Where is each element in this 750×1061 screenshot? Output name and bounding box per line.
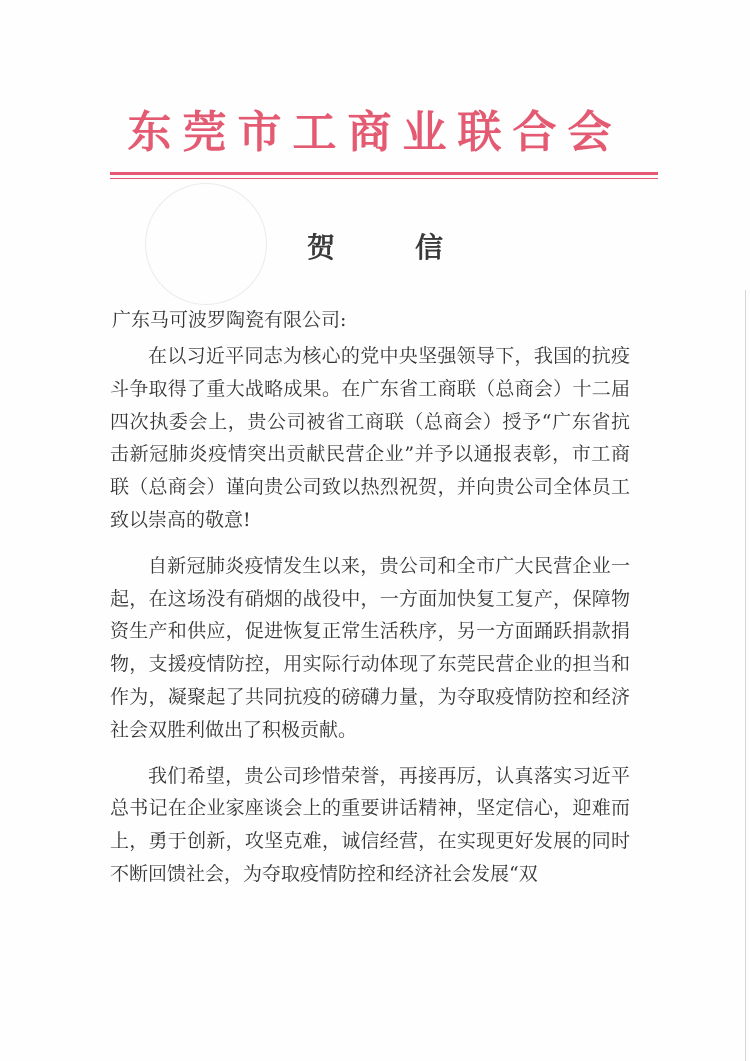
letter-body xyxy=(110,340,630,891)
paragraph-2: 自新冠肺炎疫情发生以来，贵公司和全市广大民营企业一起，在这场没有硝烟的战役中，一方面加快复工复产，保障物资生产和供应，促进恢复正常生活秩序，另一方面踊跃捐款捐物，支援疫情防控，用实际行动体现了东莞民营企业的担当和作为，凝聚起了共同抗疫的磅礴力量，为夺取疫情防控和经济社会双胜利做出了积极贡献。 xyxy=(110,554,630,741)
letterhead-rule-thin xyxy=(110,178,658,179)
salutation: 广东马可波罗陶瓷有限公司: xyxy=(112,309,347,331)
paragraph-3: 我们希望，贵公司珍惜荣誉，再接再厉，认真落实习近平总书记在企业家座谈会上的重要讲话精神，坚定信心，迎难而上，勇于创新，攻坚克难，诚信经营，在实现更好发展的同时不断回馈社会，为夺取疫情防控和经济社会发展“双 xyxy=(110,764,630,885)
title-char-2: 信 xyxy=(415,231,444,264)
document-title xyxy=(0,226,750,266)
scan-edge-line xyxy=(745,290,746,1061)
paragraph-1: 在以习近平同志为核心的党中央坚强领导下，我国的抗疫斗争取得了重大战略成果。在广东省工商联（总商会）十二届四次执委会上，贵公司被省工商联（总商会）授予“广东省抗击新冠肺炎疫情突出贡献民营企业”并予以通报表彰，市工商联（总商会）谨向贵公司致以热烈祝贺，并向贵公司全体员工致以崇高的敬意! xyxy=(110,345,630,531)
letterhead-organization: 东莞市工商业联合会 xyxy=(127,107,623,158)
letterhead-rule-thick xyxy=(110,172,658,175)
title-char-1: 贺 xyxy=(306,231,335,264)
